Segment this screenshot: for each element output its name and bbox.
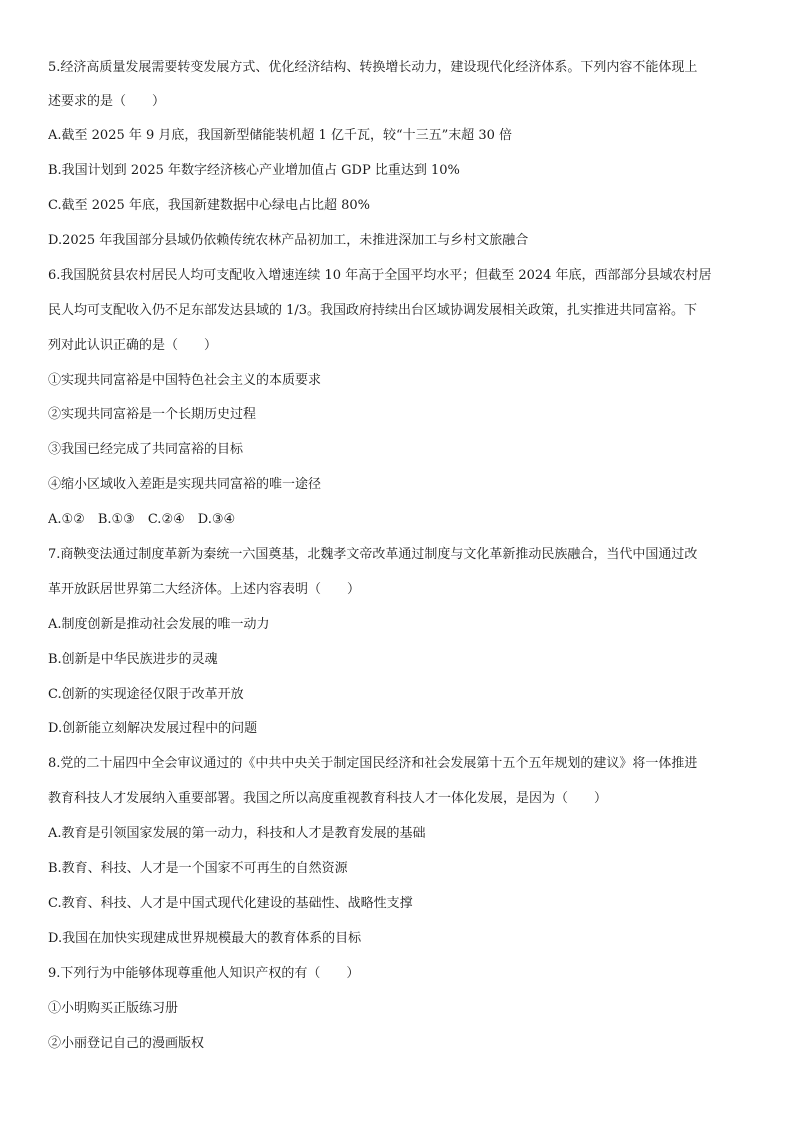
q8-stem-line-1: 8.党的二十届四中全会审议通过的《中共中央关于制定国民经济和社会发展第十五个五年规划的建议》将一体推进 xyxy=(48,756,698,771)
q6-stem-line-1: 6.我国脱贫县农村居民人均可支配收入增速连续 10 年高于全国平均水平；但截至 2024 年底，西部部分县域农村居 xyxy=(48,268,712,283)
q6-item-3: ③我国已经完成了共同富裕的目标 xyxy=(48,442,244,457)
q5-stem-line-2: 述要求的是（ ） xyxy=(48,94,166,109)
q8-option-a: A.教育是引领国家发展的第一动力，科技和人才是教育发展的基础 xyxy=(48,826,426,841)
q6-item-2: ②实现共同富裕是一个长期历史过程 xyxy=(48,407,257,422)
q5-stem-line-1: 5.经济高质量发展需要转变发展方式、优化经济结构、转换增长动力，建设现代化经济体系。下列内容不能体现上 xyxy=(48,60,698,75)
q7-stem-line-1: 7.商鞅变法通过制度革新为秦统一六国奠基，北魏孝文帝改革通过制度与文化革新推动民族融合，当代中国通过改 xyxy=(48,547,698,562)
q5-option-d: D.2025 年我国部分县域仍依赖传统农林产品初加工，未推进深加工与乡村文旅融合 xyxy=(48,233,529,248)
q7-option-b: B.创新是中华民族进步的灵魂 xyxy=(48,652,218,667)
q8-option-c: C.教育、科技、人才是中国式现代化建设的基础性、战略性支撑 xyxy=(48,896,413,911)
q6-options: A.①② B.①③ C.②④ D.③④ xyxy=(48,512,236,527)
q8-stem-line-2: 教育科技人才发展纳入重要部署。我国之所以高度重视教育科技人才一体化发展，是因为（ ） xyxy=(48,791,608,806)
q5-option-a: A.截至 2025 年 9 月底，我国新型储能装机超 1 亿千瓦，较“十三五”末超 30 倍 xyxy=(48,128,513,143)
q5-option-c: C.截至 2025 年底，我国新建数据中心绿电占比超 80% xyxy=(48,198,370,213)
q9-item-2: ②小丽登记自己的漫画版权 xyxy=(48,1036,205,1051)
q6-item-1: ①实现共同富裕是中国特色社会主义的本质要求 xyxy=(48,373,322,388)
q9-stem-line-1: 9.下列行为中能够体现尊重他人知识产权的有（ ） xyxy=(48,966,360,981)
q6-stem-line-3: 列对此认识正确的是（ ） xyxy=(48,338,218,353)
q6-item-4: ④缩小区域收入差距是实现共同富裕的唯一途径 xyxy=(48,477,322,492)
q8-option-d: D.我国在加快实现建成世界规模最大的教育体系的目标 xyxy=(48,931,362,946)
q8-option-b: B.教育、科技、人才是一个国家不可再生的自然资源 xyxy=(48,861,348,876)
q6-stem-line-2: 民人均可支配收入仍不足东部发达县域的 1/3。我国政府持续出台区域协调发展相关政策，扎实推进共同富裕。下 xyxy=(48,303,698,318)
q5-option-b: B.我国计划到 2025 年数字经济核心产业增加值占 GDP 比重达到 10% xyxy=(48,163,460,178)
q9-item-1: ①小明购买正版练习册 xyxy=(48,1001,179,1016)
q7-option-c: C.创新的实现途径仅限于改革开放 xyxy=(48,687,244,702)
q7-option-a: A.制度创新是推动社会发展的唯一动力 xyxy=(48,617,270,632)
q7-stem-line-2: 革开放跃居世界第二大经济体。上述内容表明（ ） xyxy=(48,582,361,597)
q7-option-d: D.创新能立刻解决发展过程中的问题 xyxy=(48,721,258,736)
